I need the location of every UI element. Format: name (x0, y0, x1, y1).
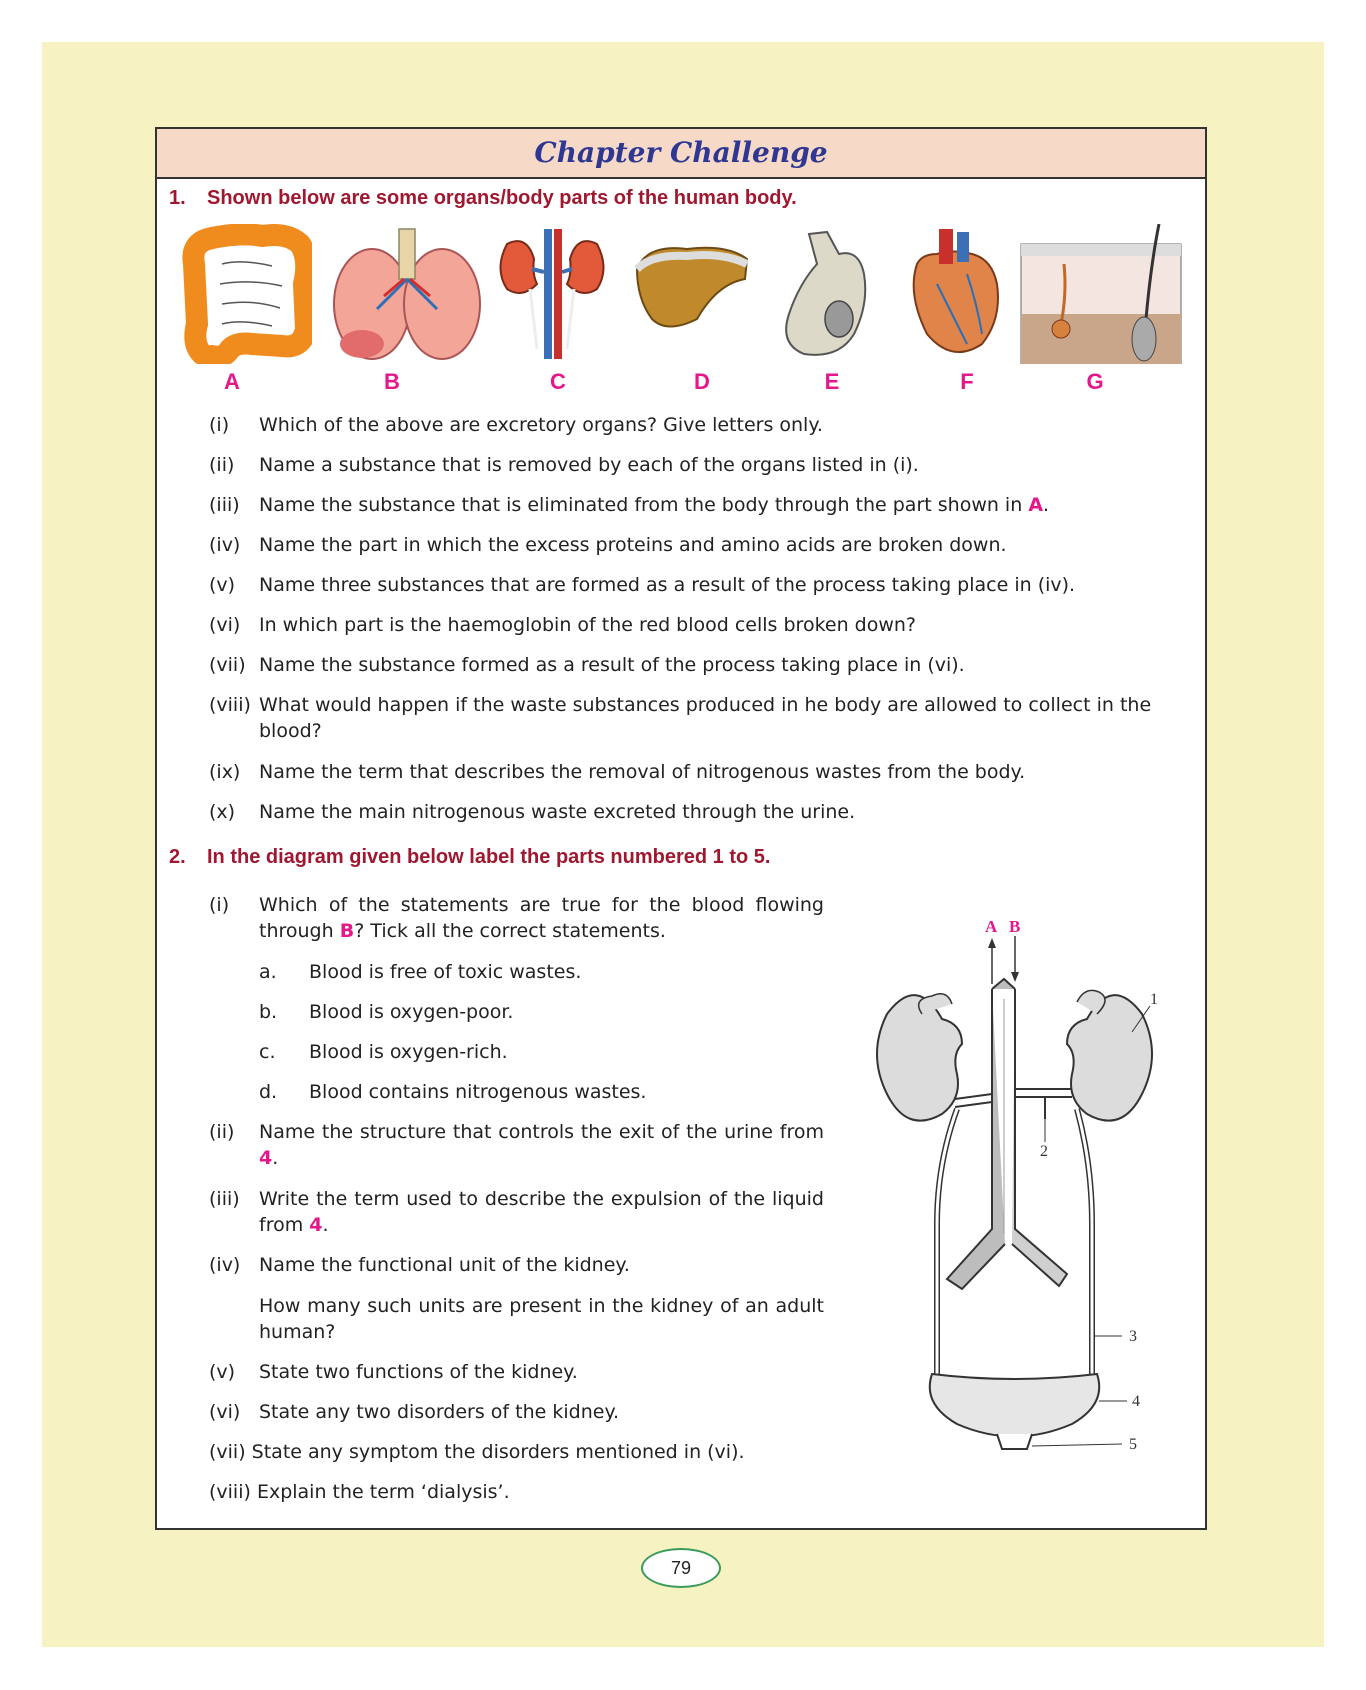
diagram-label-2: 2 (1040, 1143, 1048, 1160)
organ-label-g: G (1086, 369, 1104, 394)
diagram-label-5: 5 (1129, 1436, 1137, 1453)
diagram-label-a: A (985, 917, 998, 936)
page-number: 79 (641, 1548, 721, 1588)
q2-number: 2. (169, 846, 186, 868)
diagram-label-3: 3 (1129, 1328, 1137, 1345)
organ-label-b: B (384, 369, 400, 394)
diagram-label-b: B (1009, 917, 1021, 936)
skin-section-illustration (1019, 224, 1184, 364)
large-intestine-illustration (182, 224, 312, 364)
ref-4b: 4 (309, 1214, 323, 1236)
q1-number: 1. (169, 187, 186, 209)
liver-illustration (627, 224, 757, 364)
heart-illustration (897, 224, 1007, 364)
ref-4: 4 (259, 1147, 273, 1169)
diagram-label-1: 1 (1150, 991, 1158, 1008)
kidneys-illustration (492, 224, 612, 364)
organ-label-a: A (224, 369, 240, 394)
organ-label-e: E (824, 369, 840, 394)
page-title: Chapter Challenge (534, 136, 828, 169)
q2-heading (169, 846, 770, 869)
organ-label-c: C (550, 369, 566, 394)
diagram-label-4: 4 (1132, 1393, 1140, 1410)
q1-heading-text: Shown below are some organs/body parts of the human body. (207, 187, 797, 209)
stomach-illustration (769, 224, 879, 364)
organ-label-d: D (694, 369, 710, 394)
lungs-illustration (332, 224, 482, 364)
chapter-challenge-box: Chapter Challenge 1. Shown below are some organs/body parts of the human body. A B C D E F G (i) Which of the above are excretory organs? Give letters only. (ii) Name a substance that is removed by each of the organs listed in (i). (iii) Name the substance that is eliminated from the body through the part shown in A. (iv) Name the part in which the excess proteins and amino acids are broken down. (v) Name three substances that are formed as a result of the process taking place in (iv). (vi) In which part is the haemoglobin of the red blood cells broken down? (vii) Name the substance formed as a result of the process taking place in (vi). (viii) What would happen if the waste substances produced in he body are allowed to collect in the blood? (ix) Name the term that describes the removal of nitrogenous wastes from the body. (x) Name the main nitrogenous waste excreted through the urine. 2. In the diagram given below label the parts numbered 1 to 5. (i) Which of the statements are true for the blood flowing through B? Tick all the correct statements. a. Blood is free of toxic wastes. b. Blood is oxygen-poor. c. Blood is oxygen-rich. d. Blood contains nitrogenous wastes. (ii) Name the structure that controls the exit of the urine from 4. (iii) Write the term used to describe the expulsion of the liquid from 4. (iv) Name the functional unit of the kidney. How many such units are present in the kidney of an adult human? (v) State two functions of the kidney. (vi) State any two disorders of the kidney. (vii) State any symptom the disorders mentioned in (vi). (viii) Explain the term ‘dialysis’. A B 1 2 3 4 5 (155, 127, 1207, 1530)
urinary-system-diagram (867, 904, 1177, 1489)
q2-heading-text: In the diagram given below label the parts numbered 1 to 5. (207, 846, 771, 868)
title-bar (157, 129, 1205, 179)
q1-heading (169, 187, 797, 210)
ref-a: A (1028, 494, 1044, 516)
organ-label-f: F (960, 369, 974, 394)
ref-b: B (339, 920, 355, 942)
